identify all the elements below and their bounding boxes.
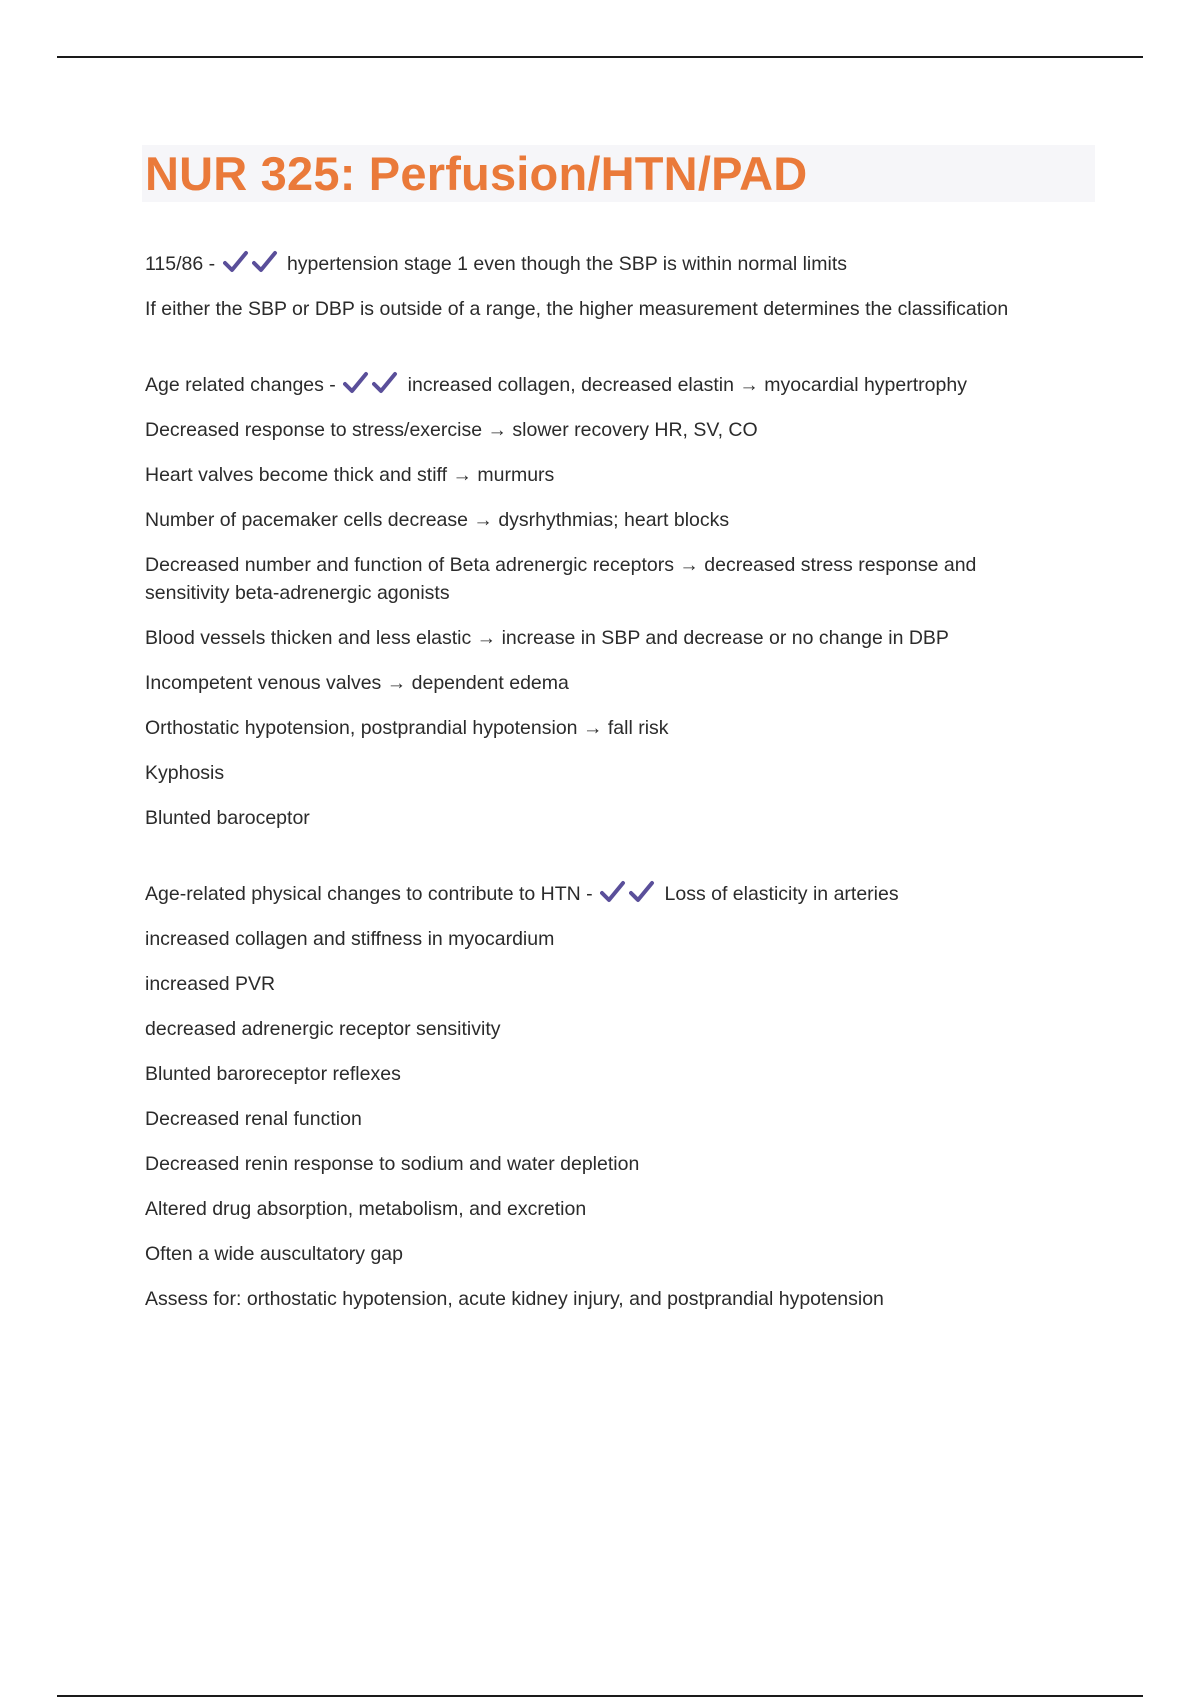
question-line bbox=[145, 880, 1095, 908]
detail-line: Incompetent venous valves → dependent edema bbox=[145, 672, 569, 694]
title-banner bbox=[142, 145, 1095, 202]
detail-line: Orthostatic hypotension, postprandial hypotension → fall risk bbox=[145, 717, 669, 739]
flashcard-block bbox=[145, 371, 1095, 832]
detail-line: Decreased number and function of Beta adrenergic receptors → decreased stress response and sensitivity beta-adrenergic agonists bbox=[145, 554, 977, 604]
question-line bbox=[145, 250, 1095, 278]
detail-line: Decreased renin response to sodium and water depletion bbox=[145, 1153, 640, 1175]
detail-line: If either the SBP or DBP is outside of a range, the higher measurement determines the classification bbox=[145, 298, 1009, 320]
detail-line: Blood vessels thicken and less elastic → increase in SBP and decrease or no change in DBP bbox=[145, 627, 949, 649]
bottom-rule bbox=[57, 1695, 1143, 1697]
detail-line: Kyphosis bbox=[145, 762, 225, 784]
check-icon bbox=[600, 880, 626, 904]
question-line bbox=[145, 371, 1095, 399]
detail-line: Decreased renal function bbox=[145, 1108, 362, 1130]
page-title: NUR 325: Perfusion/HTN/PAD bbox=[145, 147, 808, 200]
detail-line: Decreased response to stress/exercise → slower recovery HR, SV, CO bbox=[145, 419, 758, 441]
check-icon bbox=[343, 371, 369, 395]
flashcard-block bbox=[145, 880, 1095, 1313]
document-page bbox=[145, 145, 1095, 1330]
detail-line: Blunted baroreceptor reflexes bbox=[145, 1063, 401, 1085]
detail-line: Heart valves become thick and stiff → murmurs bbox=[145, 464, 555, 486]
detail-line: Blunted baroceptor bbox=[145, 807, 310, 829]
answer-marker bbox=[343, 371, 398, 395]
detail-line: Assess for: orthostatic hypotension, acute kidney injury, and postprandial hypotension bbox=[145, 1288, 884, 1310]
question-text: Age-related physical changes to contribute to HTN - bbox=[145, 883, 593, 905]
detail-line: Altered drug absorption, metabolism, and excretion bbox=[145, 1198, 587, 1220]
detail-line: increased PVR bbox=[145, 973, 276, 995]
detail-line: decreased adrenergic receptor sensitivity bbox=[145, 1018, 501, 1040]
flashcard-block bbox=[145, 250, 1095, 323]
answer-marker bbox=[600, 880, 655, 904]
answer-text: Loss of elasticity in arteries bbox=[664, 883, 899, 905]
detail-line: increased collagen and stiffness in myocardium bbox=[145, 928, 555, 950]
detail-line: Often a wide auscultatory gap bbox=[145, 1243, 403, 1265]
check-icon bbox=[223, 250, 249, 274]
question-text: 115/86 - bbox=[145, 253, 216, 275]
check-icon bbox=[372, 371, 398, 395]
document-content bbox=[145, 250, 1095, 1313]
question-text: Age related changes - bbox=[145, 374, 336, 396]
answer-text: hypertension stage 1 even though the SBP is within normal limits bbox=[286, 253, 847, 275]
check-icon bbox=[252, 250, 278, 274]
answer-text: increased collagen, decreased elastin → myocardial hypertrophy bbox=[407, 374, 967, 396]
top-rule bbox=[57, 56, 1143, 58]
answer-marker bbox=[223, 250, 278, 274]
check-icon bbox=[629, 880, 655, 904]
detail-line: Number of pacemaker cells decrease → dysrhythmias; heart blocks bbox=[145, 509, 730, 531]
